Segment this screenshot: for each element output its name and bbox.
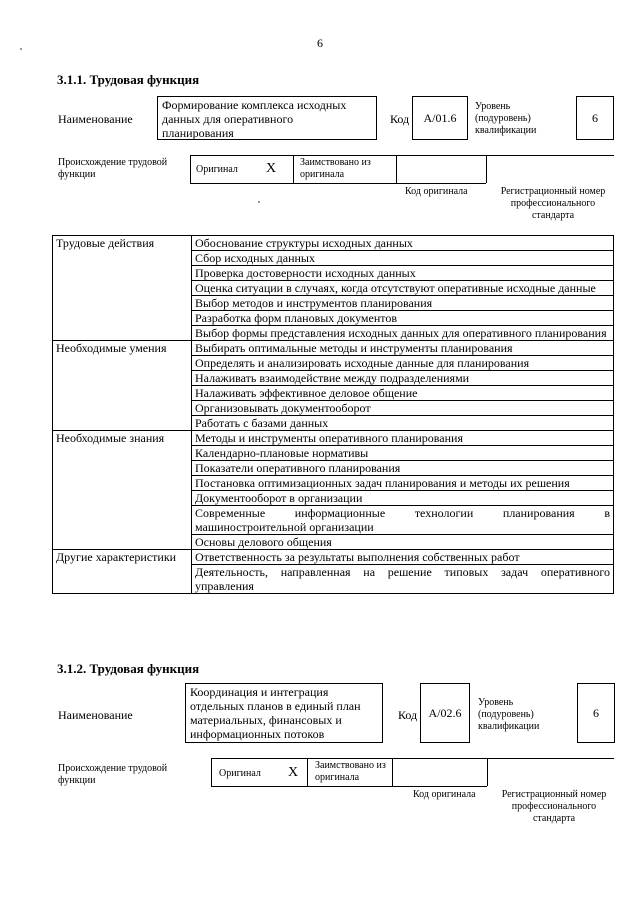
original-label: Оригинал — [219, 768, 261, 779]
section-1-reg-number-label: Регистрационный номер профессионального стандарта — [500, 186, 606, 221]
section-1-code-value: А/01.6 — [412, 96, 468, 140]
table-row — [53, 296, 614, 311]
competency-table — [52, 235, 614, 594]
section-1-title: 3.1.1. Трудовая функция — [57, 72, 200, 87]
table-category-cell — [53, 356, 192, 371]
table-item-cell: Оценка ситуации в случаях, когда отсутствуют оперативные исходные данные — [192, 281, 614, 296]
section-1-origin-label: Происхождение трудовой функции — [58, 157, 168, 180]
table-category-cell — [53, 401, 192, 416]
table-item-cell: Документооборот в организации — [192, 491, 614, 506]
table-item-cell: Налаживать взаимодействие между подразделениями — [192, 371, 614, 386]
table-row — [53, 386, 614, 401]
scan-speck — [258, 201, 260, 203]
table-category-cell — [53, 431, 192, 446]
section-1-code-label: Код — [390, 112, 410, 126]
table-item-cell: Календарно-плановые нормативы — [192, 446, 614, 461]
name-line: данных для оперативного — [162, 112, 294, 126]
table-row — [53, 311, 614, 326]
table-row — [53, 476, 614, 491]
table-row — [53, 446, 614, 461]
table-category-cell — [53, 311, 192, 326]
table-item-cell: Выбор формы представления исходных данных для оперативного планирования — [192, 326, 614, 341]
table-item-cell: Выбор методов и инструментов планирования — [192, 296, 614, 311]
table-item-cell: Современные информационные технологии планирования в машиностроительной организации — [192, 506, 614, 535]
table-row — [53, 356, 614, 371]
section-1-name-label: Наименование — [58, 112, 133, 126]
table-category-label: Необходимые знания — [56, 431, 165, 445]
borrowed-label: Заимствовано из оригинала — [315, 760, 386, 783]
table-category-cell — [53, 446, 192, 461]
section-2-code-label: Код — [398, 708, 418, 722]
table-category-cell — [53, 326, 192, 341]
table-category-cell — [53, 341, 192, 356]
section-1-name-box — [157, 96, 377, 140]
section-2-name-label: Наименование — [58, 708, 133, 722]
scan-speck — [20, 48, 22, 50]
table-category-cell — [53, 281, 192, 296]
original-mark: X — [266, 161, 277, 176]
table-row — [53, 326, 614, 341]
table-item-cell: Организовывать документооборот — [192, 401, 614, 416]
table-category-cell — [53, 371, 192, 386]
name-line: материальных, финансовых и — [190, 713, 342, 727]
section-1-code-original-label: Код оригинала — [405, 186, 468, 197]
table-category-cell — [53, 266, 192, 281]
table-row — [53, 236, 614, 251]
name-line: информационных потоков — [190, 727, 325, 741]
table-category-cell — [53, 506, 192, 535]
table-item-cell: Налаживать эффективное деловое общение — [192, 386, 614, 401]
table-category-cell — [53, 386, 192, 401]
table-category-cell — [53, 565, 192, 594]
name-line: отдельных планов в единый план — [190, 699, 361, 713]
table-category-cell — [53, 491, 192, 506]
table-item-cell: Деятельность, направленная на решение типовых задач оперативного управления — [192, 565, 614, 594]
table-category-label: Трудовые действия — [56, 236, 155, 250]
table-row — [53, 281, 614, 296]
table-category-cell — [53, 236, 192, 251]
table-item-cell: Постановка оптимизационных задач планирования и методы их решения — [192, 476, 614, 491]
table-row — [53, 416, 614, 431]
table-row — [53, 431, 614, 446]
table-item-cell: Сбор исходных данных — [192, 251, 614, 266]
section-2-level-label: Уровень (подуровень) квалификации — [478, 697, 540, 732]
table-item-cell: Выбирать оптимальные методы и инструменты планирования — [192, 341, 614, 356]
section-2-level-value: 6 — [577, 683, 615, 743]
original-mark: X — [288, 765, 299, 780]
section-1-level-value: 6 — [576, 96, 614, 140]
table-row — [53, 491, 614, 506]
table-category-cell — [53, 296, 192, 311]
borrowed-label: Заимствовано из оригинала — [300, 157, 371, 180]
table-item-cell: Определять и анализировать исходные данные для планирования — [192, 356, 614, 371]
table-category-cell — [53, 416, 192, 431]
table-item-cell: Методы и инструменты оперативного планирования — [192, 431, 614, 446]
table-item-cell: Обоснование структуры исходных данных — [192, 236, 614, 251]
table-category-label: Другие характеристики — [56, 550, 177, 564]
section-2-reg-number-label: Регистрационный номер профессионального стандарта — [501, 789, 607, 824]
name-line: Координация и интеграция — [190, 685, 329, 699]
table-item-cell: Работать с базами данных — [192, 416, 614, 431]
table-item-cell: Разработка форм плановых документов — [192, 311, 614, 326]
table-item-cell: Ответственность за результаты выполнения собственных работ — [192, 550, 614, 565]
table-item-cell: Основы делового общения — [192, 535, 614, 550]
table-row — [53, 251, 614, 266]
name-line: планирования — [162, 126, 234, 140]
table-row — [53, 506, 614, 535]
section-2-origin-table — [211, 758, 614, 786]
section-2-title: 3.1.2. Трудовая функция — [57, 661, 200, 676]
table-category-label: Необходимые умения — [56, 341, 167, 355]
table-category-cell — [53, 251, 192, 266]
table-row — [53, 266, 614, 281]
table-item-cell: Показатели оперативного планирования — [192, 461, 614, 476]
section-2-code-value: А/02.6 — [420, 683, 470, 743]
table-row — [53, 401, 614, 416]
table-category-cell — [53, 535, 192, 550]
table-row — [53, 341, 614, 356]
table-row — [53, 550, 614, 565]
table-row — [53, 535, 614, 550]
section-1-origin-table — [190, 155, 614, 183]
table-category-cell — [53, 461, 192, 476]
original-label: Оригинал — [196, 164, 238, 175]
table-row — [53, 461, 614, 476]
section-2-origin-label: Происхождение трудовой функции — [58, 763, 168, 786]
table-row — [53, 371, 614, 386]
section-1-level-label: Уровень (подуровень) квалификации — [475, 101, 537, 136]
table-category-cell — [53, 550, 192, 565]
table-item-cell: Проверка достоверности исходных данных — [192, 266, 614, 281]
section-2-code-original-label: Код оригинала — [413, 789, 476, 800]
page-number: 6 — [317, 36, 323, 50]
name-line: Формирование комплекса исходных — [162, 98, 347, 112]
section-2-name-box — [185, 683, 383, 743]
table-category-cell — [53, 476, 192, 491]
table-row — [53, 565, 614, 594]
